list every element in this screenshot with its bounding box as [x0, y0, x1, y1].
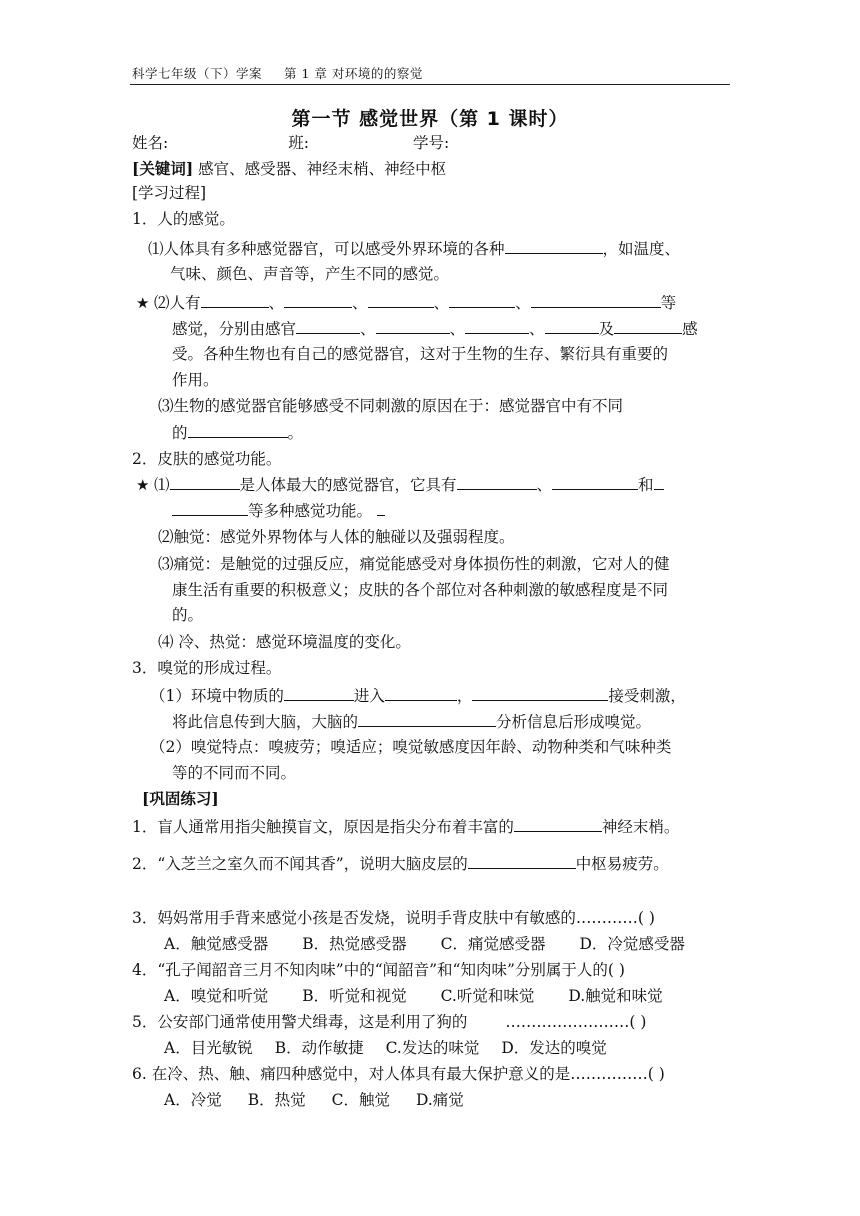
s1-item2-line3: 受。各种生物也有自己的感觉器官，这对于生物的生存、繁衍具有重要的: [172, 345, 669, 363]
option-a[interactable]: A．冷觉: [164, 1091, 222, 1109]
answer-blank[interactable]: [552, 473, 638, 490]
s1-item1-text-end: ，如温度、: [602, 240, 681, 258]
question-1: [132, 815, 679, 838]
question-6-stem: 6. 在冷、热、触、痛四种感觉中，对人体具有最大保护意义的是……………( ): [132, 1065, 665, 1083]
s1-item2-text: 及: [598, 320, 615, 338]
separator: 、: [449, 320, 466, 338]
separator: 、: [529, 320, 545, 338]
q5-text: 5．公安部门通常使用警犬缉毒，这是利用了狗的: [132, 1013, 468, 1031]
option-b[interactable]: B．热觉: [247, 1091, 306, 1109]
s2-item3-line1: ⑶痛觉：是触觉的过强反应，痛觉能感受对身体损伤性的刺激，它对人的健: [158, 555, 670, 573]
separator: 、: [515, 294, 531, 312]
process-label: [学习过程]: [132, 184, 207, 202]
section-3-heading: 3．嗅觉的形成过程。: [132, 659, 282, 677]
page-title: 第一节 感觉世界（第 1 课时）: [291, 108, 569, 130]
separator: 、: [433, 294, 450, 312]
answer-blank[interactable]: [531, 291, 661, 308]
answer-blank[interactable]: [172, 499, 248, 516]
student-info-row: [132, 132, 449, 154]
question-5-options: [164, 1037, 607, 1059]
option-d[interactable]: D．冷觉感受器: [579, 935, 685, 953]
answer-blank[interactable]: [201, 291, 269, 308]
answer-blank[interactable]: [457, 473, 537, 490]
s2-item1-text: 是人体最大的感觉器官，它具有: [239, 476, 457, 494]
option-c[interactable]: C．痛觉感受器: [440, 935, 546, 953]
separator: 、: [360, 320, 376, 338]
question-3-options: [164, 933, 685, 955]
s2-item3-line3: 的。: [172, 606, 204, 624]
question-2: [132, 852, 669, 875]
separator: 、: [536, 476, 553, 494]
question-4-stem: 4．“孔子闻韶音三月不知肉味”中的“闻韶音”和“知肉味”分别属于人的( ): [132, 961, 625, 979]
keywords-text: 感官、感受器、神经末梢、神经中枢: [198, 160, 447, 178]
option-c[interactable]: C．触觉: [331, 1091, 390, 1109]
answer-blank[interactable]: [296, 317, 360, 334]
q5-answer-bracket: ……………………( ): [505, 1013, 647, 1031]
star-icon: ★: [136, 476, 150, 494]
option-b[interactable]: B．热觉感受器: [302, 935, 407, 953]
number-label: 学号:: [412, 134, 450, 152]
s1-item3-line2: [172, 421, 303, 444]
option-d[interactable]: D.触觉和味觉: [568, 987, 663, 1005]
answer-blank[interactable]: [449, 291, 515, 308]
section-2-heading: 2．皮肤的感觉功能。: [132, 450, 282, 468]
section-1-heading: 1．人的感觉。: [132, 210, 235, 228]
q1-text: 1．盲人通常用指尖触摸盲文，原因是指尖分布着丰富的: [132, 818, 514, 836]
answer-blank[interactable]: [170, 473, 240, 490]
s1-item3-line1: ⑶生物的感觉器官能够感受不同刺激的原因在于：感觉器官中有不同: [158, 397, 624, 415]
s2-item1-text: 和: [638, 476, 654, 494]
option-d[interactable]: D.痛觉: [415, 1091, 464, 1109]
s1-item3-text: 的: [172, 424, 188, 442]
header-rule: [130, 84, 730, 85]
s1-item2-text-end: 感: [682, 320, 698, 338]
s1-item2-text-end: 等: [660, 294, 677, 312]
answer-blank[interactable]: [545, 317, 599, 334]
separator: 、: [268, 294, 285, 312]
option-a[interactable]: A．目光敏锐: [164, 1039, 253, 1057]
option-a[interactable]: A．触觉感受器: [164, 935, 269, 953]
answer-blank[interactable]: [468, 852, 576, 869]
keywords-row: [132, 158, 446, 180]
answer-blank[interactable]: [368, 291, 434, 308]
answer-blank[interactable]: [514, 815, 602, 832]
star-icon: ★: [136, 294, 150, 312]
s3-item2-line2: 等的不同而不同。: [172, 764, 297, 782]
s1-item2-line2: [172, 317, 698, 340]
answer-blank[interactable]: [654, 473, 664, 490]
keywords-label: [关键词]: [132, 159, 194, 178]
question-5-stem: [132, 1011, 646, 1033]
s1-item2-text: ⑵人有: [154, 294, 201, 312]
question-3-stem: 3．妈妈常用手背来感觉小孩是否发烧，说明手背皮肤中有敏感的…………( ): [132, 909, 655, 927]
s1-item3-text-end: 。: [287, 424, 304, 442]
answer-blank[interactable]: [376, 317, 450, 334]
s1-item1-line1: [148, 237, 680, 260]
practice-label: [巩固练习]: [142, 789, 219, 808]
answer-blank[interactable]: [377, 499, 385, 516]
s2-item2: ⑵触觉：感觉外界物体与人体的触碰以及强弱程度。: [158, 528, 515, 546]
s1-item1-text: ⑴人体具有多种感觉器官，可以感受外界环境的各种: [148, 240, 505, 258]
answer-blank[interactable]: [614, 317, 682, 334]
answer-blank[interactable]: [284, 291, 352, 308]
answer-blank[interactable]: [358, 710, 496, 727]
option-d[interactable]: D．发达的嗅觉: [501, 1039, 607, 1057]
question-4-options: [164, 985, 663, 1007]
class-label: 班:: [288, 134, 309, 152]
s2-item1-text: ⑴: [154, 476, 170, 494]
option-b[interactable]: B．动作敏捷: [274, 1039, 364, 1057]
s2-item1-line2: [172, 499, 385, 522]
header-chapter: 第 1 章 对环境的的察觉: [284, 66, 423, 81]
s1-item2-text: 感觉，分别由感官: [172, 320, 297, 338]
answer-blank[interactable]: [465, 317, 529, 334]
name-label: 姓名:: [132, 134, 169, 152]
question-6-options: [164, 1089, 464, 1111]
s3-item2-line1: （2）嗅觉特点：嗅疲劳；嗅适应；嗅觉敏感度因年龄、动物种类和气味种类: [150, 738, 672, 756]
answer-blank[interactable]: [385, 684, 457, 701]
s1-item2-line4: 作用。: [172, 371, 219, 389]
s3-item1-line1: [150, 684, 686, 707]
s2-item1-line1: [154, 473, 664, 496]
s1-item1-line2: 气味、颜色、声音等，产生不同的感觉。: [170, 265, 450, 283]
answer-blank[interactable]: [284, 684, 354, 701]
s3-item1-text: 将此信息传到大脑，大脑的: [172, 713, 359, 731]
separator: ，: [456, 687, 473, 705]
running-header: [132, 64, 423, 82]
answer-blank[interactable]: [505, 237, 603, 254]
option-c[interactable]: C.听觉和味觉: [440, 987, 535, 1005]
s1-item2-line1: [154, 291, 676, 314]
s2-item3-line2: 康生活有重要的积极意义；皮肤的各个部位对各种刺激的敏感程度是不同: [172, 581, 669, 599]
answer-blank[interactable]: [472, 684, 608, 701]
q2-text-end: 中枢易疲劳。: [575, 855, 669, 873]
s3-item1-text-end: 接受刺激，: [608, 687, 686, 705]
header-course: 科学七年级（下）学案: [132, 66, 263, 81]
option-b[interactable]: B．听觉和视觉: [302, 987, 407, 1005]
option-c[interactable]: C.发达的味觉: [385, 1039, 480, 1057]
option-a[interactable]: A．嗅觉和听觉: [164, 987, 269, 1005]
s3-item1-text: （1）环境中物质的: [150, 687, 284, 705]
q2-text: 2．“入芝兰之室久而不闻其香”，说明大脑皮层的: [132, 855, 468, 873]
s3-item1-line2: [172, 710, 651, 733]
s2-item4: ⑷ 冷、热觉：感觉环境温度的变化。: [158, 633, 411, 651]
separator: 、: [352, 294, 368, 312]
s3-item1-text: 进入: [353, 687, 385, 705]
answer-blank[interactable]: [188, 421, 288, 438]
s2-item1-text-end: 等多种感觉功能。: [248, 502, 373, 520]
s3-item1-text-end: 分析信息后形成嗅觉。: [496, 713, 652, 731]
q1-text-end: 神经末梢。: [601, 818, 680, 836]
